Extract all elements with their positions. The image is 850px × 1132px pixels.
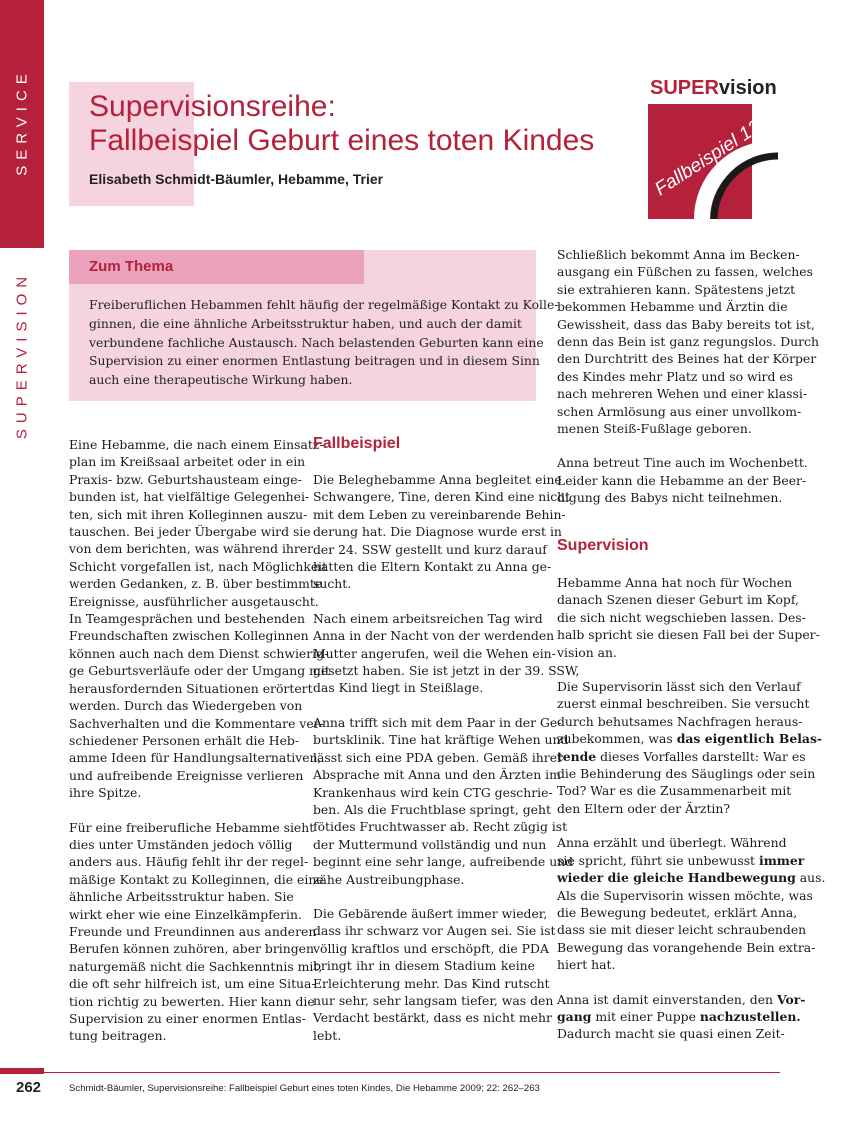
supervision-logo: SUPERvision	[650, 77, 777, 99]
paragraph: Nach einem arbeitsreichen Tag wird Anna in der Nacht von der werdenden Mutter angerufen, weil die Wehen ein- gesetzt haben. Sie ist jetzt in der 39. SSW, das Kind liegt in Steißlage.	[313, 610, 580, 696]
column-1	[69, 436, 330, 1045]
fallbeispiel-badge	[648, 104, 780, 219]
author-line: Elisabeth Schmidt-Bäumler, Hebamme, Trier	[89, 171, 384, 187]
paragraph: Schließlich bekommt Anna im Becken- ausgang ein Füßchen zu fassen, welches sie extrahieren kann. Spätestens jetzt bekommen Hebamme und Ärztin die Gewissheit, dass das Baby bereits tot ist, denn das Bein ist ganz regungslos. Durch den Durchtritt des Beines hat der Körper des Kindes mehr Platz und so wird es nach mehreren Wehen und einer klassi- schen Armlösung aus einer unvollkom- menen Steiß-Fußlage geboren.	[557, 247, 819, 437]
paragraph: Anna ist damit einverstanden, den Vor- gang mit einer Puppe nachzustellen. Dadurch macht sie quasi einen Zeit-	[557, 991, 806, 1042]
paragraph: Die Beleghebamme Anna begleitet eine Schwangere, Tine, deren Kind eine nicht mit dem Leben zu vereinbarende Behin- derung hat. Die Diagnose wurde erst in der 24. SSW gestellt und kurz darauf hatten die Eltern Kontakt zu Anna ge- sucht.	[313, 472, 571, 592]
footer-accent	[0, 1068, 44, 1074]
heading-supervision: Supervision	[557, 537, 649, 554]
paragraph: Anna erzählt und überlegt. Während sie spricht, führt sie unbewusst immer wieder die gleiche Handbewegung aus. Als die Supervisorin wissen möchte, was die Bewegung bedeutet, erklärt Anna, dass sie mit dieser leicht schraubenden Bewegung das vorangehende Bein extra- hiert hat.	[557, 835, 826, 973]
column-3-top	[557, 246, 819, 507]
paragraph: Hebamme Anna hat noch für Wochen danach Szenen dieser Geburt im Kopf, die sich nicht wegschieben lassen. Des- halb spricht sie diesen Fall bei der Super- vision an.	[557, 575, 820, 660]
category-label: SUPERVISION	[13, 270, 31, 440]
paragraph: Anna trifft sich mit dem Paar in der Ge- burtsklinik. Tine hat kräftige Wehen und lässt sich eine PDA geben. Gemäß ihrer Absprache mit Anna und den Ärzten im Krankenhaus wird kein CTG geschrie- ben. Als die Fruchtblase springt, geht fötides Fruchtwasser ab. Recht zügig ist der Muttermund vollständig und nun beginnt eine sehr lange, aufreibende und zähe Austreibungphase.	[313, 714, 574, 887]
citation: Schmidt-Bäumler, Supervisionsreihe: Fallbeispiel Geburt eines toten Kindes, Die Hebamme 2009; 22: 262–263	[69, 1083, 540, 1094]
paragraph: Die Gebärende äußert immer wieder, dass ihr schwarz vor Augen sei. Sie ist völlig kraftlos und erschöpft, die PDA bringt ihr in diesem Stadium keine Erleichterung mehr. Das Kind rutscht nur sehr, sehr langsam tiefer, was den Verdacht bestärkt, dass es nicht mehr lebt.	[313, 905, 556, 1043]
paragraph: Eine Hebamme, die nach einem Einsatz- plan im Kreißsaal arbeitet oder in ein Praxis- bzw. Geburtshausteam einge- bunden ist, hat vielfältige Gelegenhei- ten, sich mit ihren Kolleginnen auszu- tauschen. Bei jeder Übergabe wird sie von dem berichten, was während ihrer Schicht vorgefallen ist, nach Möglichkeit werden Gedanken, z. B. über bestimmte Ereignisse, ausführlicher ausgetauscht. In Teamgesprächen und bestehenden Freundschaften zwischen Kolleginnen können auch nach dem Dienst schwierig- ge Geburtsverläufe oder der Umgang mit herausfordernden Situationen erörtert werden. Durch das Wiedergeben von Sachverhalten und die Kommentare ver- schiedener Personen erhält die Heb- amme Ideen für Handlungsalternativen, und aufreibende Ereignisse verlieren ihre Spitze.	[69, 437, 330, 801]
footer-rule	[44, 1072, 780, 1073]
topic-text: Freiberuflichen Hebammen fehlt häufig der regelmäßige Kontakt zu Kolle- ginnen, die eine ähnliche Arbeitsstruktur haben, und auch der damit verbundene fachliche Austausch. Nach belastenden Geburten kann eine Supervision zu einer enormen Entlastung beitragen und in diesem Sinn auch eine therapeutische Wirkung haben.	[89, 297, 559, 388]
paragraph: Für eine freiberufliche Hebamme sieht dies unter Umständen jedoch völlig anders aus. Häufig fehlt ihr der regel- mäßige Kontakt zu Kolleginnen, die eine ähnliche Arbeitsstruktur haben. Sie wirkt eher wie eine Einzelkämpferin. Freunde und Freundinnen aus anderen Berufen können zuhören, aber bringen naturgemäß nicht die Sachkenntnis mit, die oft sehr hilfreich ist, um eine Situa- tion richtig zu bewerten. Hier kann die Supervision zu einer enormen Entlas- tung beitragen.	[69, 819, 324, 1044]
paragraph: Die Supervisorin lässt sich den Verlauf zuerst einmal beschreiben. Sie versucht durch behutsames Nachfragen heraus- zubekommen, was das eigentlich Belas- tende dieses Vorfalles darstellt: War es die Behinderung des Säuglings oder sein Tod? War es die Zusammenarbeit mit den Eltern oder der Ärztin?	[557, 679, 823, 816]
page-title	[89, 90, 649, 158]
column-2	[313, 471, 580, 1044]
title-line-2: Fallbeispiel Geburt eines toten Kindes	[89, 124, 595, 157]
badge-label: Fallbeispiel 13	[651, 116, 765, 201]
topic-heading: Zum Thema	[89, 258, 174, 275]
page-number: 262	[16, 1079, 42, 1096]
title-line-1: Supervisionsreihe:	[89, 90, 336, 123]
heading-fallbeispiel: Fallbeispiel	[313, 435, 401, 452]
paragraph: Anna betreut Tine auch im Wochenbett. Leider kann die Hebamme an der Beer- digung des Babys nicht teilnehmen.	[557, 455, 808, 506]
section-label: SERVICE	[13, 68, 31, 176]
column-3-bottom	[557, 574, 826, 1043]
